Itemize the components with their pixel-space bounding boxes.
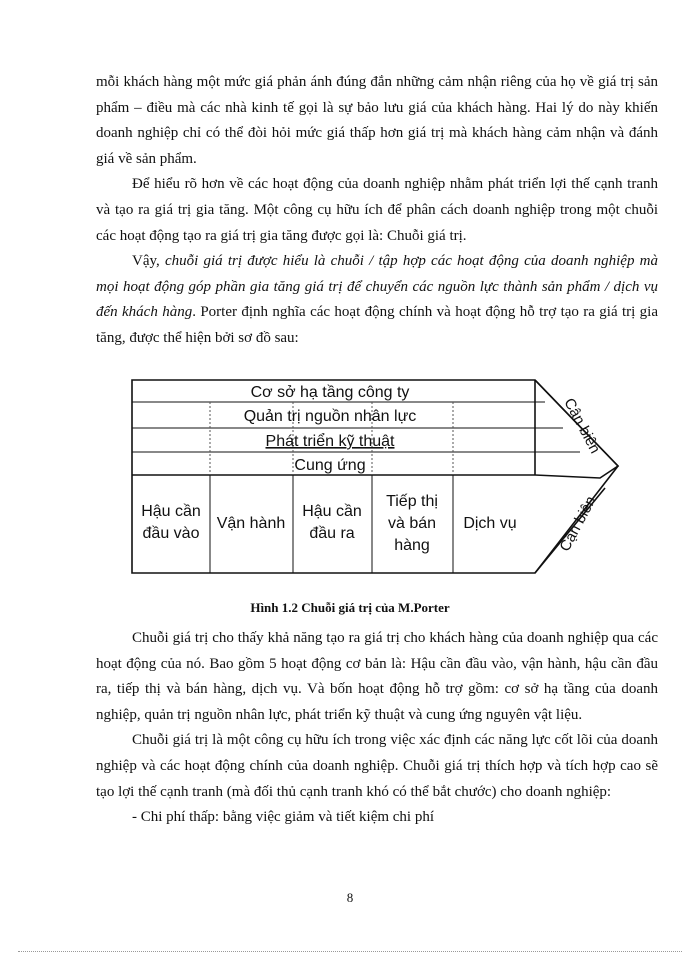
primary-operations-line-1: Vận hành <box>216 515 286 532</box>
paragraph-3-rest: . Porter định nghĩa các hoạt động chính và hoạt động hỗ trợ tạo ra giá trị gia tăng, được thể hiện bởi sơ đồ sau: <box>96 304 659 346</box>
primary-outbound-logistics <box>302 503 362 542</box>
paragraph-3 <box>96 249 658 351</box>
primary-marketing-line-2: và bán <box>387 515 437 532</box>
paragraph-1: mỗi khách hàng một mức giá phản ánh đúng đắn những cảm nhận riêng của họ về giá trị sản phẩm – điều mà các nhà kinh tế gọi là sự bảo lưu giá của khách hàng. Hai lý do này khiến doanh nghiệp chỉ có thể đòi hỏi mức giá thấp hơn giá trị mà khách hàng cảm nhận và đánh giá về sản phẩm. <box>96 74 658 167</box>
primary-service <box>463 515 516 532</box>
primary-service-line-1: Dịch vụ <box>463 515 517 532</box>
paragraph-6: - Chi phí thấp: bằng việc giảm và tiết kiệm chi phí <box>132 809 435 826</box>
bottom-dotted-rule <box>18 951 682 952</box>
margin-label-top: Cận biên <box>560 395 604 457</box>
primary-marketing-line-1: Tiếp thị <box>386 493 438 510</box>
primary-marketing-line-3: hàng <box>394 537 430 554</box>
paragraph-4: Chuỗi giá trị cho thấy khả năng tạo ra giá trị cho khách hàng của doanh nghiệp qua các hoạt động của nó. Bao gồm 5 hoạt động cơ bản là: Hậu cần đầu vào, vận hành, hậu cần đầu ra, tiếp thị và bán hàng, dịch vụ. Và bốn hoạt động hỗ trợ gồm: cơ sở hạ tầng của doanh nghiệp, quản trị nguồn nhân lực, phát triển kỹ thuật và cung ứng nguyên vật liệu. <box>96 630 658 723</box>
text-bottom <box>96 626 658 831</box>
paragraph-2: Để hiểu rõ hơn về các hoạt động của doanh nghiệp nhằm phát triển lợi thế cạnh tranh và tạo ra giá trị gia tăng. Một công cụ hữu ích để phân cách doanh nghiệp trong một chuỗi các hoạt động tạo ra giá trị gia tăng được gọi là: Chuỗi giá trị. <box>96 176 658 244</box>
primary-outbound-line-1: Hậu cần <box>302 503 362 520</box>
figure-caption: Hình 1.2 Chuỗi giá trị của M.Porter <box>250 600 450 615</box>
support-technology: Phát triển kỹ thuật <box>265 433 395 450</box>
support-hr: Quản trị nguồn nhân lực <box>243 408 417 425</box>
primary-operations <box>217 515 286 532</box>
support-infrastructure: Cơ sở hạ tầng công ty <box>250 384 410 401</box>
text-top <box>96 70 658 352</box>
primary-inbound-line-1: Hậu cần <box>141 503 201 520</box>
page-number: 8 <box>346 890 354 905</box>
value-chain-diagram <box>130 378 630 593</box>
margin-label-bottom: Cận biên <box>556 493 600 555</box>
paragraph-5: Chuỗi giá trị là một công cụ hữu ích trong việc xác định các năng lực cốt lõi của doanh nghiệp và các hoạt động chính của doanh nghiệp. Chuỗi giá trị thích hợp và tích hợp cao sẽ tạo lợi thế cạnh tranh (mà đối thủ cạnh tranh khó có thể bắt chước) cho doanh nghiệp: <box>96 732 658 800</box>
paragraph-3-lead: Vậy, <box>132 253 165 270</box>
primary-inbound-logistics <box>141 503 201 542</box>
primary-marketing-sales <box>386 493 438 554</box>
primary-outbound-line-2: đầu ra <box>309 525 355 542</box>
paragraph-3-definition: chuỗi giá trị được hiểu là chuỗi / tập hợp các hoạt động của doanh nghiệp mà mọi hoạt động góp phần gia tăng giá trị để chuyển các nguồn lực thành sản phẩm / dịch vụ đến khách hàng <box>96 253 658 321</box>
support-procurement: Cung ứng <box>294 457 366 474</box>
primary-inbound-line-2: đầu vào <box>142 525 200 542</box>
